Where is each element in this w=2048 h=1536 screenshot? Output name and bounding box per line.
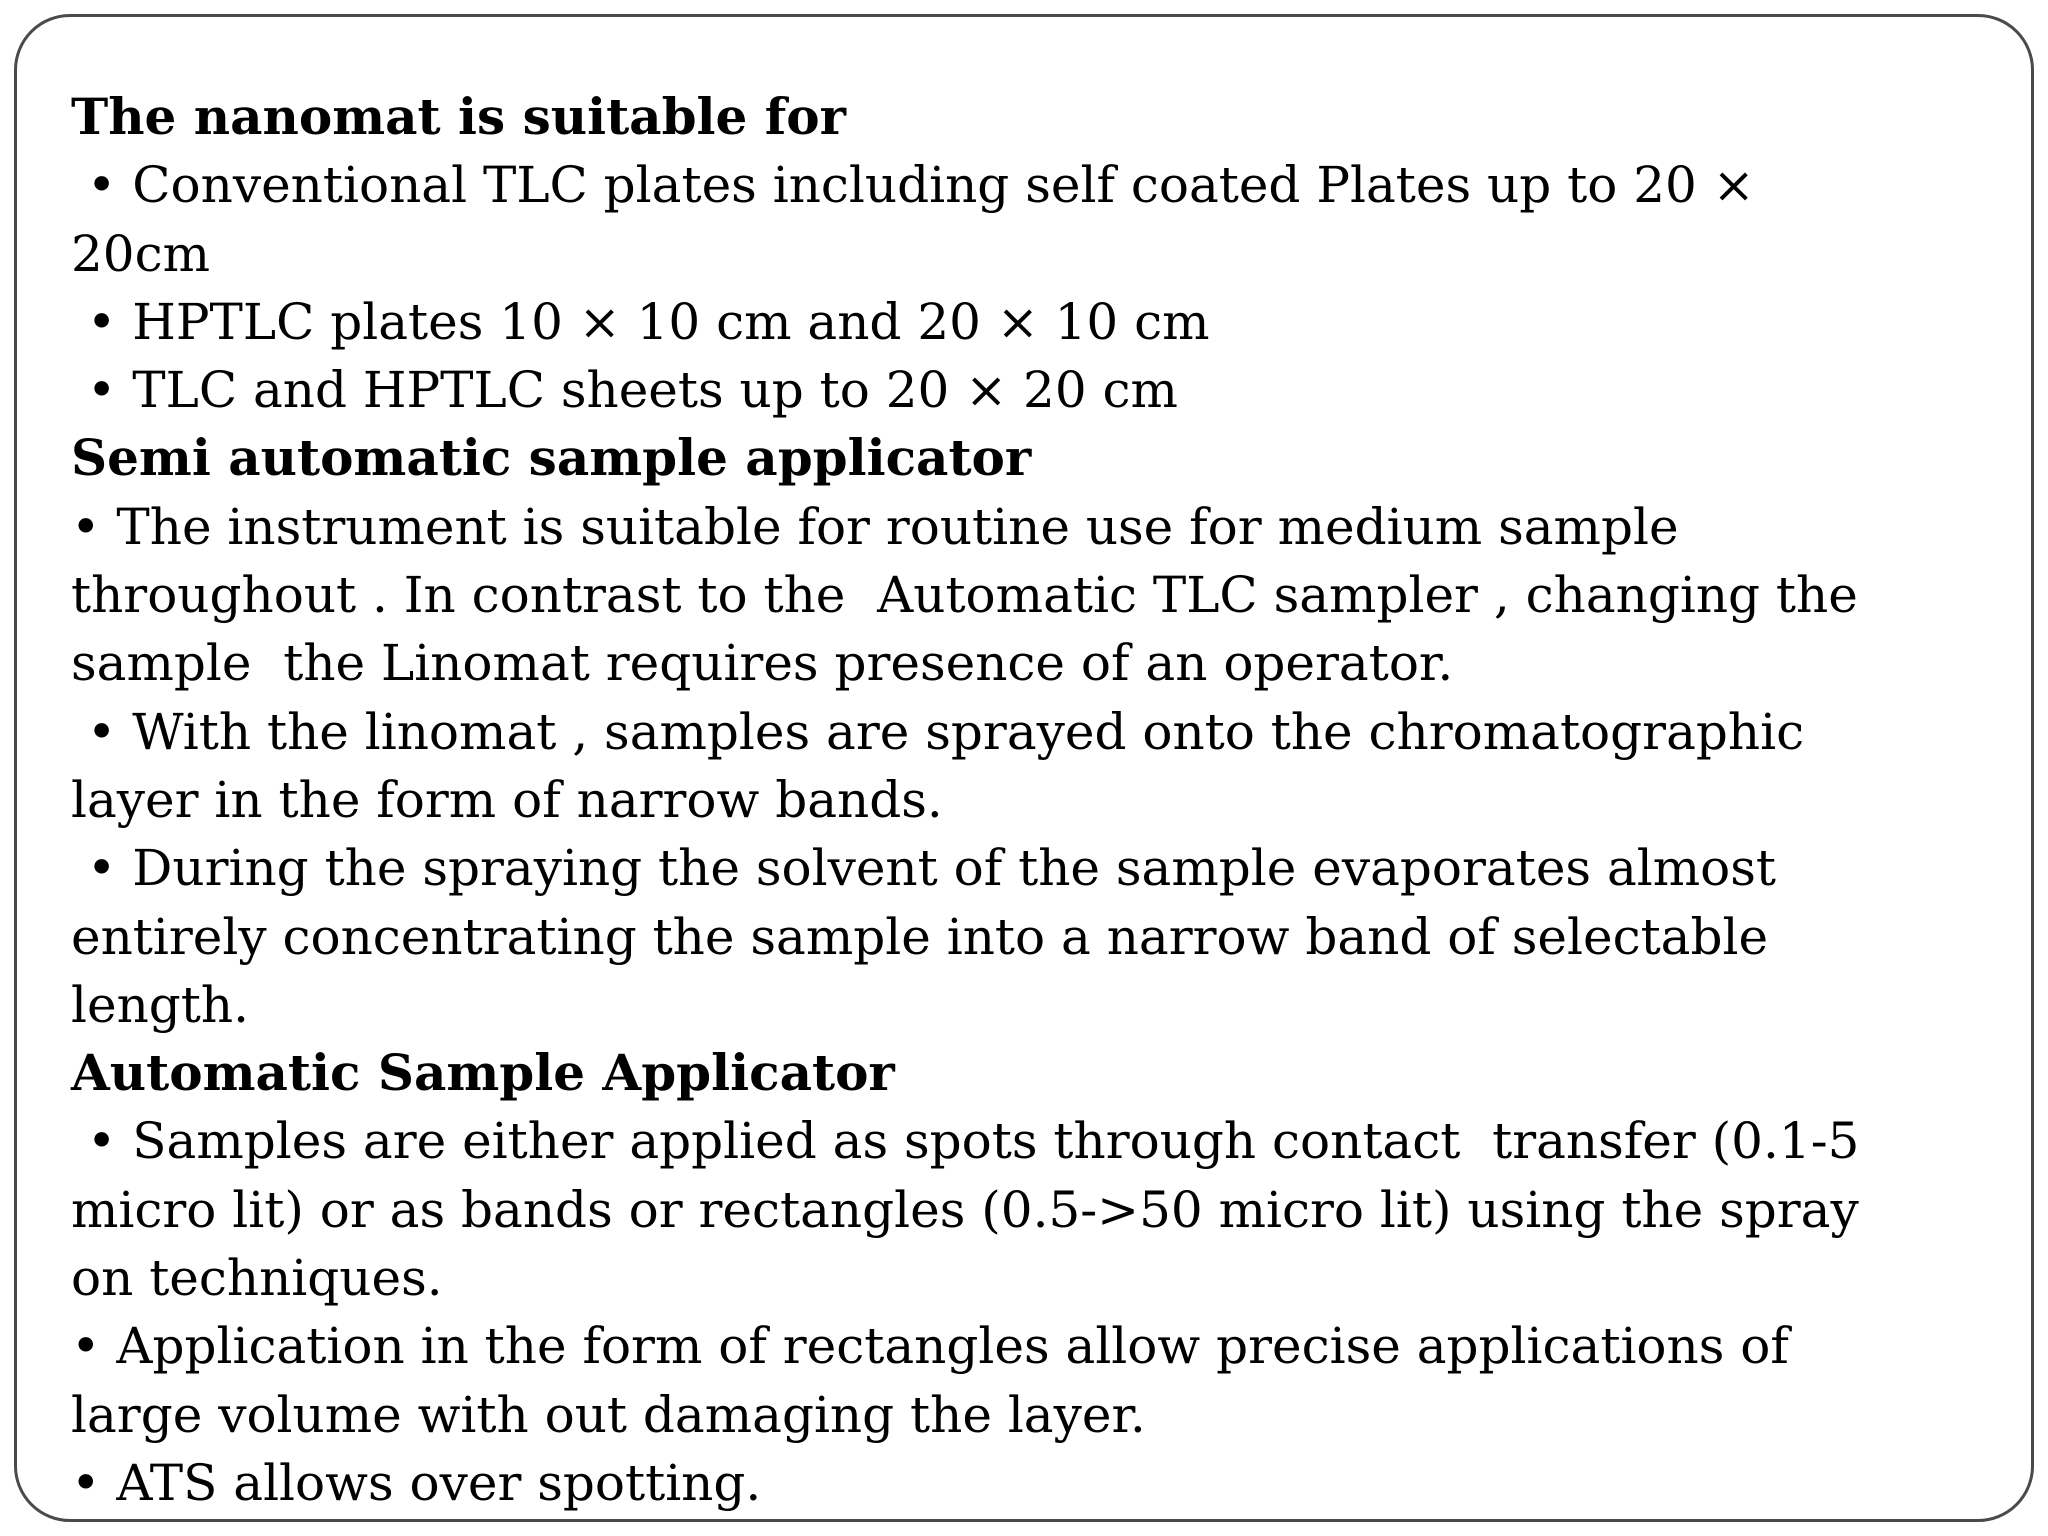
bullet-hptlc-plates: • HPTLC plates 10 × 10 cm and 20 × 10 cm bbox=[71, 292, 1210, 351]
bullet-linomat-sprayed: • With the linomat , samples are sprayed onto the chromatographic bbox=[71, 702, 1805, 761]
bullet-instrument-routine-use-cont-1: throughout . In contrast to the Automatic TLC sampler , changing the bbox=[71, 566, 1858, 625]
slide-frame bbox=[14, 14, 2034, 1522]
heading-nanomat-suitable: The nanomat is suitable for bbox=[71, 87, 846, 146]
bullet-linomat-sprayed-cont: layer in the form of narrow bands. bbox=[71, 770, 943, 829]
bullet-conventional-tlc-plates-cont: 20cm bbox=[71, 224, 211, 283]
bullet-tlc-hptlc-sheets: • TLC and HPTLC sheets up to 20 × 20 cm bbox=[71, 361, 1178, 420]
bullet-samples-applied-cont-1: micro lit) or as bands or rectangles (0.5->50 micro lit) using the spray bbox=[71, 1180, 1859, 1239]
bullet-spraying-solvent-cont-1: entirely concentrating the sample into a narrow band of selectable bbox=[71, 907, 1769, 966]
bullet-application-rectangles-cont: large volume with out damaging the layer. bbox=[71, 1385, 1146, 1444]
bullet-instrument-routine-use-cont-2: sample the Linomat requires presence of an operator. bbox=[71, 634, 1454, 693]
bullet-samples-applied-cont-2: on techniques. bbox=[71, 1249, 443, 1308]
slide-content bbox=[71, 83, 2041, 1517]
bullet-spraying-solvent: • During the spraying the solvent of the sample evaporates almost bbox=[71, 839, 1777, 898]
bullet-conventional-tlc-plates: • Conventional TLC plates including self coated Plates up to 20 × bbox=[71, 156, 1755, 215]
bullet-samples-applied: • Samples are either applied as spots through contact transfer (0.1-5 bbox=[71, 1112, 1860, 1171]
heading-automatic-applicator: Automatic Sample Applicator bbox=[71, 1043, 895, 1103]
bullet-spraying-solvent-cont-2: length. bbox=[71, 975, 249, 1034]
bullet-ats-over-spotting: • ATS allows over spotting. bbox=[71, 1453, 762, 1512]
bullet-instrument-routine-use: • The instrument is suitable for routine use for medium sample bbox=[71, 497, 1679, 556]
heading-semi-automatic-applicator: Semi automatic sample applicator bbox=[71, 428, 1032, 488]
bullet-application-rectangles: • Application in the form of rectangles allow precise applications of bbox=[71, 1317, 1789, 1376]
